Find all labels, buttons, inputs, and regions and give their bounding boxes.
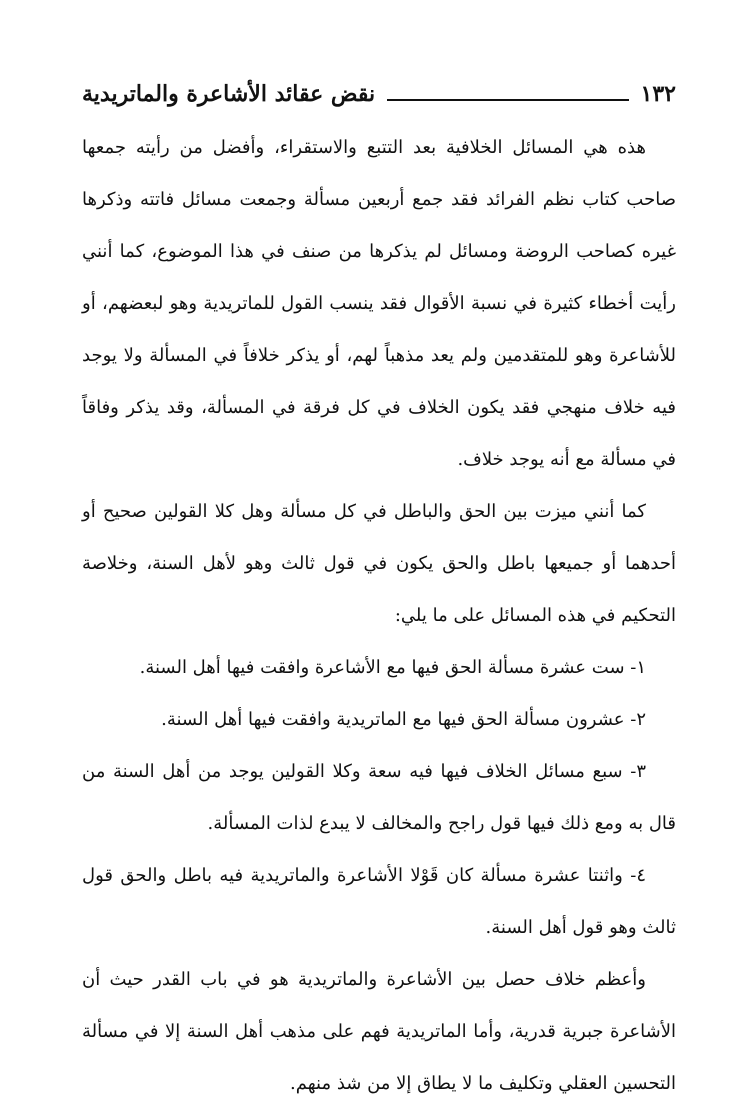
paragraph-closing: وأعظم خلاف حصل بين الأشاعرة والماتريدية هو في باب القدر حيث أن الأشاعرة جبرية قدرية، وأما الماتريدية فهم على مذهب أهل السنة إلا في مسألة التحسين العقلي وتكليف ما لا يطاق إلا من شذ منهم. (82, 969, 676, 1094)
list-item-2: ٢- عشرون مسألة الحق فيها مع الماتريدية وافقت فيها أهل السنة. (161, 709, 646, 730)
page-body (82, 122, 676, 1110)
paragraph-intro: هذه هي المسائل الخلافية بعد التتبع والاستقراء، وأفضل من رأيته جمعها صاحب كتاب نظم الفرائد فقد جمع أربعين مسألة وجمعت مسائل فاتته وذكرها غيره كصاحب الروضة ومسائل لم يذكرها من صنف في هذا الموضوع، كما أنني رأيت أخطاء كثيرة في نسبة الأقوال فقد ينسب القول للماتريدية وهو لبعضهم، أو للأشاعرة وهو للمتقدمين ولم يعد مذهباً لهم، أو يذكر خلافاً في المسألة ولا يوجد فيه خلاف منهجي فقد يكون الخلاف في كل فرقة في المسألة، وقد يذكر وفاقاً في مسألة مع أنه يوجد خلاف. (82, 137, 676, 470)
page-header (82, 72, 676, 116)
list-item-4: ٤- واثنتا عشرة مسألة كان قَوْلا الأشاعرة والماتريدية فيه باطل والحق قول ثالث وهو قول أهل السنة. (82, 865, 676, 938)
header-rule (387, 99, 628, 101)
page-number: ١٣٢ (640, 81, 676, 107)
list-item-1: ١- ست عشرة مسألة الحق فيها مع الأشاعرة وافقت فيها أهل السنة. (139, 657, 646, 678)
list-item-3: ٣- سبع مسائل الخلاف فيها فيه سعة وكلا القولين يوجد من أهل السنة من قال به ومع ذلك فيها قول راجح والمخالف لا يبدع لذات المسألة. (82, 761, 676, 834)
paragraph-summary: كما أنني ميزت بين الحق والباطل في كل مسألة وهل كلا القولين صحيح أو أحدهما أو جميعها باطل والحق يكون في قول ثالث وهو لأهل السنة، وخلاصة التحكيم في هذه المسائل على ما يلي: (82, 501, 676, 626)
running-title: نقض عقائد الأشاعرة والماتريدية (82, 81, 376, 107)
